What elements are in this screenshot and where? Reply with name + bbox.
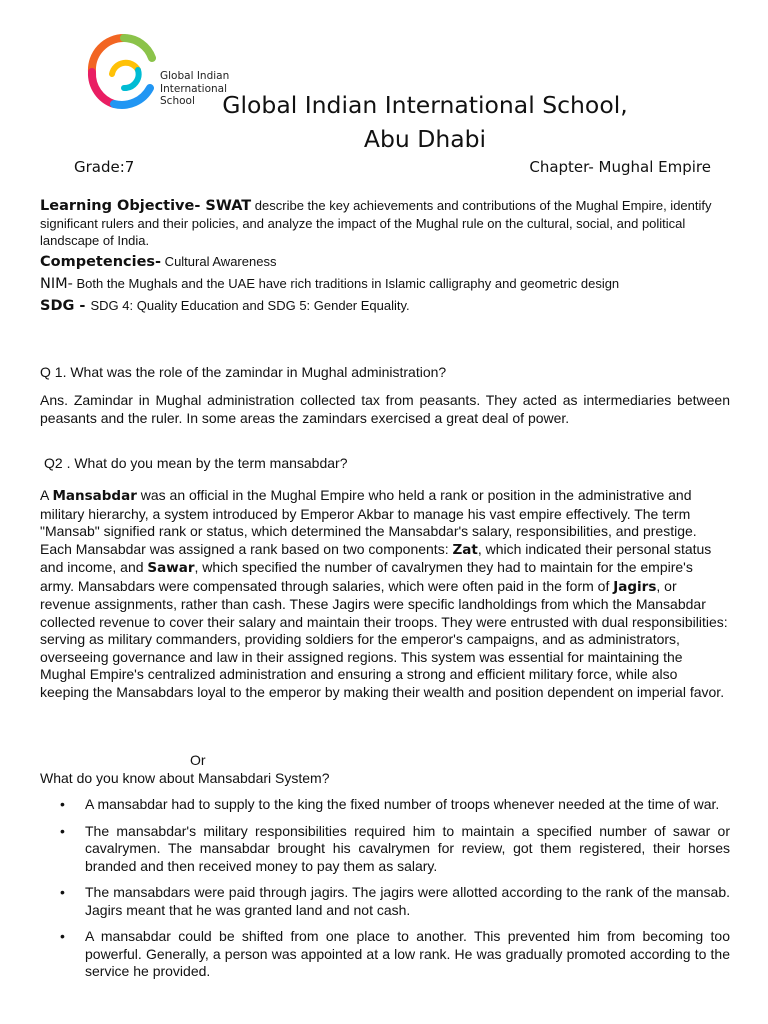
list-item-text: The mansabdars were paid through jagirs. The jagirs were allotted according to the rank of the mansab. Jagirs meant that he was granted land and not cash. <box>85 884 730 918</box>
nim-label: NIM- <box>40 276 73 292</box>
nim-text: Both the Mughals and the UAE have rich traditions in Islamic calligraphy and geometric design <box>72 276 620 291</box>
learning-objective <box>40 197 730 249</box>
answer-2-text: was an official in the Mughal Empire who held a rank or position in the administrative and military hierarchy, a system introduced by Emperor Akbar to manage his vast empire effectively. The term "Mansab" signified rank or status, which determined the Mansabdar's salary, responsibilities, and prestige. Each Mansabdar was assigned a rank based on two components: <box>40 487 697 557</box>
answer-2-text: , which specified the number of cavalrymen they had to maintain for the empire's army. Mansabdars were compensated through salaries, which were often paid in the form of <box>40 559 693 594</box>
list-item <box>40 928 730 981</box>
list-item <box>40 884 730 919</box>
bullet-icon: • <box>60 796 65 812</box>
list-item-text: A mansabdar could be shifted from one place to another. This prevented him from becoming too powerful. Generally, a person was appointed at a low rank. He was gradually promoted according to the service he provided. <box>85 928 730 979</box>
learning-objective-label: Learning Objective- SWAT <box>40 198 252 214</box>
competencies-text: Cultural Awareness <box>161 254 277 269</box>
answer-2-text: , which indicated their personal status and income, and <box>40 540 712 575</box>
answer-2-text: A <box>40 487 53 503</box>
sdg <box>40 297 730 315</box>
list-item-text: The mansabdar's military responsibilities required him to maintain a specified number of sawar or cavalrymen. The mansabdar brought his cavalrymen for review, got them registered, their horses branded and then received money to pay them as salary. <box>85 822 730 874</box>
title-line-2: Abu Dhabi <box>363 125 487 153</box>
term-sawar: Sawar <box>147 560 195 576</box>
competencies-label: Competencies- <box>40 254 162 270</box>
page-title <box>200 88 650 156</box>
learning-objective-text: describe the key achievements and contributions of the Mughal Empire, identify significant rulers and their policies, and analyze the impact of the Mughal rule on the cultural, social, and political landscape of India. <box>40 198 712 248</box>
bullet-icon: • <box>60 928 65 944</box>
or-label: Or <box>190 752 206 768</box>
answer-2 <box>40 487 730 701</box>
nim <box>40 275 730 293</box>
bullet-icon: • <box>60 822 65 839</box>
question-1: Q 1. What was the role of the zamindar in Mughal administration? <box>40 364 447 380</box>
grade-label: Grade:7 <box>74 158 135 176</box>
list-item-text: A mansabdar had to supply to the king the fixed number of troops whenever needed at the time of war. <box>85 796 720 812</box>
logo-line: Global Indian <box>160 70 230 82</box>
sdg-text: SDG 4: Quality Education and SDG 5: Gender Equality <box>90 298 407 313</box>
sdg-end: . <box>406 298 410 313</box>
sdg-label: SDG - <box>40 298 91 314</box>
term-zat: Zat <box>452 541 478 558</box>
list-item <box>40 796 730 814</box>
list-item <box>40 823 730 876</box>
chapter-label: Chapter- Mughal Empire <box>529 158 711 176</box>
title-line-1: Global Indian International School, <box>222 91 628 119</box>
mansabdari-list <box>40 796 730 990</box>
answer-1: Ans. Zamindar in Mughal administration collected tax from peasants. They acted as intermediaries between peasants and the ruler. In some areas the zamindars exercised a great deal of power. <box>40 392 730 426</box>
logo-swirl-icon <box>84 30 164 120</box>
logo-line: International <box>160 82 228 95</box>
term-mansabdar: Mansabdar <box>52 488 137 504</box>
question-2: Q2 . What do you mean by the term mansabdar? <box>44 455 348 471</box>
competencies <box>40 253 730 271</box>
answer-2-text: , or revenue assignments, rather than cash. These Jagirs were specific landholdings from which the Mansabdar collected revenue to cover their salary and maintain their troops. They were entrusted with dual responsibilities: serving as military commanders, providing soldiers for the emperor's campaigns, and as administrators, overseeing governance and law in their assigned regions. This system was essential for maintaining the Mughal Empire's centralized administration and ensuring a strong and efficient military force, while also keeping the Mansabdars loyal to the emperor by making their wealth and position dependent on imperial favor. <box>40 577 728 700</box>
question-3: What do you know about Mansabdari System? <box>40 770 330 786</box>
bullet-icon: • <box>60 884 65 900</box>
logo-line: School <box>160 95 195 107</box>
term-jagirs: Jagirs <box>613 578 657 595</box>
